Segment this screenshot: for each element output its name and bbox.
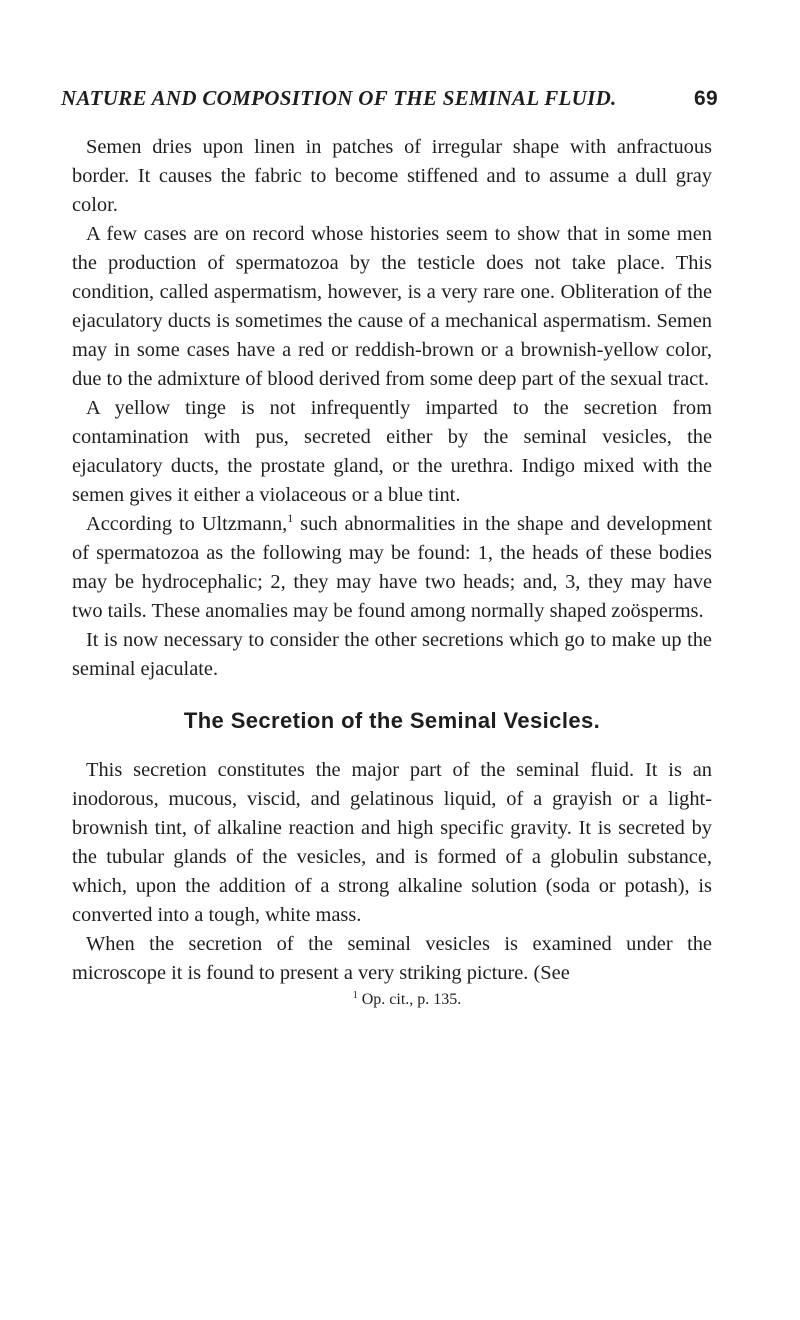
footnote-marker: 1 xyxy=(352,990,358,1001)
paragraph-lead: According to Ultzmann, xyxy=(86,513,288,535)
paragraph: A few cases are on record whose histories seem to show that in some men the production of spermatozoa by the testicle does not take place. This condition, called aspermatism, however, is a very rare one. Obliteration of the ejaculatory ducts is sometimes the cause of a mechanical aspermatism. Semen may in some cases have a red or reddish-brown or a brownish-yellow color, due to the admixture of blood derived from some deep part of the sexual tract. xyxy=(72,223,712,390)
footnote-reference: 1 xyxy=(287,511,294,525)
page-number: 69 xyxy=(694,87,718,110)
section-heading: The Secretion of the Seminal Vesicles. xyxy=(183,708,601,733)
book-page xyxy=(61,86,718,1010)
paragraph: Semen dries upon linen in patches of irregular shape with anfractuous border. It causes the fabric to become stiffened and to assume a dull gray color. xyxy=(72,136,712,216)
paragraph: This secretion constitutes the major part of the seminal fluid. It is an inodorous, mucous, viscid, and gelatinous liquid, of a grayish or a light-brownish tint, of alkaline reaction and high specific gravity. It is secreted by the tubular glands of the vesicles, and is formed of a globulin substance, which, upon the addition of a strong alkaline solution (soda or potash), is converted into a tough, white mass. xyxy=(72,759,712,926)
body-text xyxy=(72,133,712,988)
running-head xyxy=(61,86,718,116)
paragraph-ultzmann xyxy=(72,510,712,626)
paragraph: A yellow tinge is not infrequently imparted to the secretion from contamination with pus, secreted either by the seminal vesicles, the ejaculatory ducts, the prostate gland, or the urethra. Indigo mixed with the semen gives it either a violaceous or a blue tint. xyxy=(72,397,712,506)
paragraph: When the secretion of the seminal vesicles is examined under the microscope it is found to present a very striking picture. (See xyxy=(72,933,712,984)
paragraph-rest: such abnormalities in the shape and development of spermatozoa as the following may be found: 1, the heads of these bodies may be hydrocephalic; 2, they may have two heads; and, 3, they may have two tails. These anomalies may be found among normally shaped zoösperms. xyxy=(72,513,712,622)
footnote-text: Op. cit., p. 135. xyxy=(357,991,462,1008)
paragraph: It is now necessary to consider the other secretions which go to make up the seminal ejaculate. xyxy=(72,629,712,680)
footnote xyxy=(72,990,712,1010)
running-title: NATURE AND COMPOSITION OF THE SEMINAL FLUID. xyxy=(61,86,617,110)
